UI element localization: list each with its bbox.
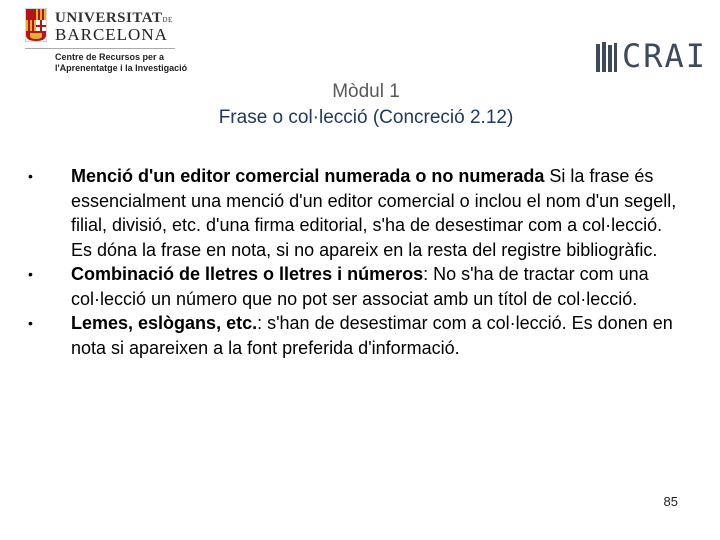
university-shield-icon	[25, 8, 47, 42]
bullet-text: Si la frase és essencialment una menció d'un editor comercial o inclou el nom d'un segell, filial, divisió, etc. d'una firma editorial, s'ha de desestimar com a col·lecció. Es dóna la frase en nota, si no apareix en la resta del registre bibliogràfic.	[71, 166, 677, 260]
university-name-line1: UNIVERSITATDE	[55, 10, 173, 26]
bullet-item	[26, 311, 686, 360]
bullet-list	[26, 164, 686, 360]
bullet-text: : s'han de desestimar com a col·lecció. Es donen en nota si apareixen a la font preferida d'informació.	[71, 313, 673, 358]
centre-name-line1: Centre de Recursos per a	[55, 52, 165, 62]
section-title: Frase o col·lecció (Concreció 2.12)	[218, 107, 514, 128]
ub-logo	[25, 8, 225, 78]
bullet-text: : No s'ha de tractar com una col·lecció un número que no pot ser associat amb un títol de col·lecció.	[71, 264, 649, 309]
centre-name	[55, 52, 187, 74]
crai-logo-text: CRAI	[622, 37, 708, 75]
slide-title	[160, 79, 572, 131]
crai-book-icon	[594, 40, 620, 78]
university-de-label: DE	[162, 16, 173, 24]
bullet-heading: Combinació de lletres o lletres i números	[71, 264, 424, 284]
bullet-dot: •	[28, 315, 33, 331]
bullet-item	[26, 262, 686, 311]
bullet-item	[26, 164, 686, 262]
page-number: 85	[663, 494, 678, 509]
module-title: Mòdul 1	[332, 81, 400, 102]
university-name-line2: BARCELONA	[55, 25, 168, 44]
bullet-dot: •	[28, 168, 33, 184]
logo-divider	[25, 48, 175, 49]
bullet-heading: Menció d'un editor comercial numerada o no numerada	[71, 166, 545, 186]
centre-name-line2: l'Aprenentatge i la Investigació	[55, 63, 188, 73]
bullet-dot: •	[28, 266, 33, 282]
bullet-heading: Lemes, eslògans, etc.	[71, 313, 258, 333]
